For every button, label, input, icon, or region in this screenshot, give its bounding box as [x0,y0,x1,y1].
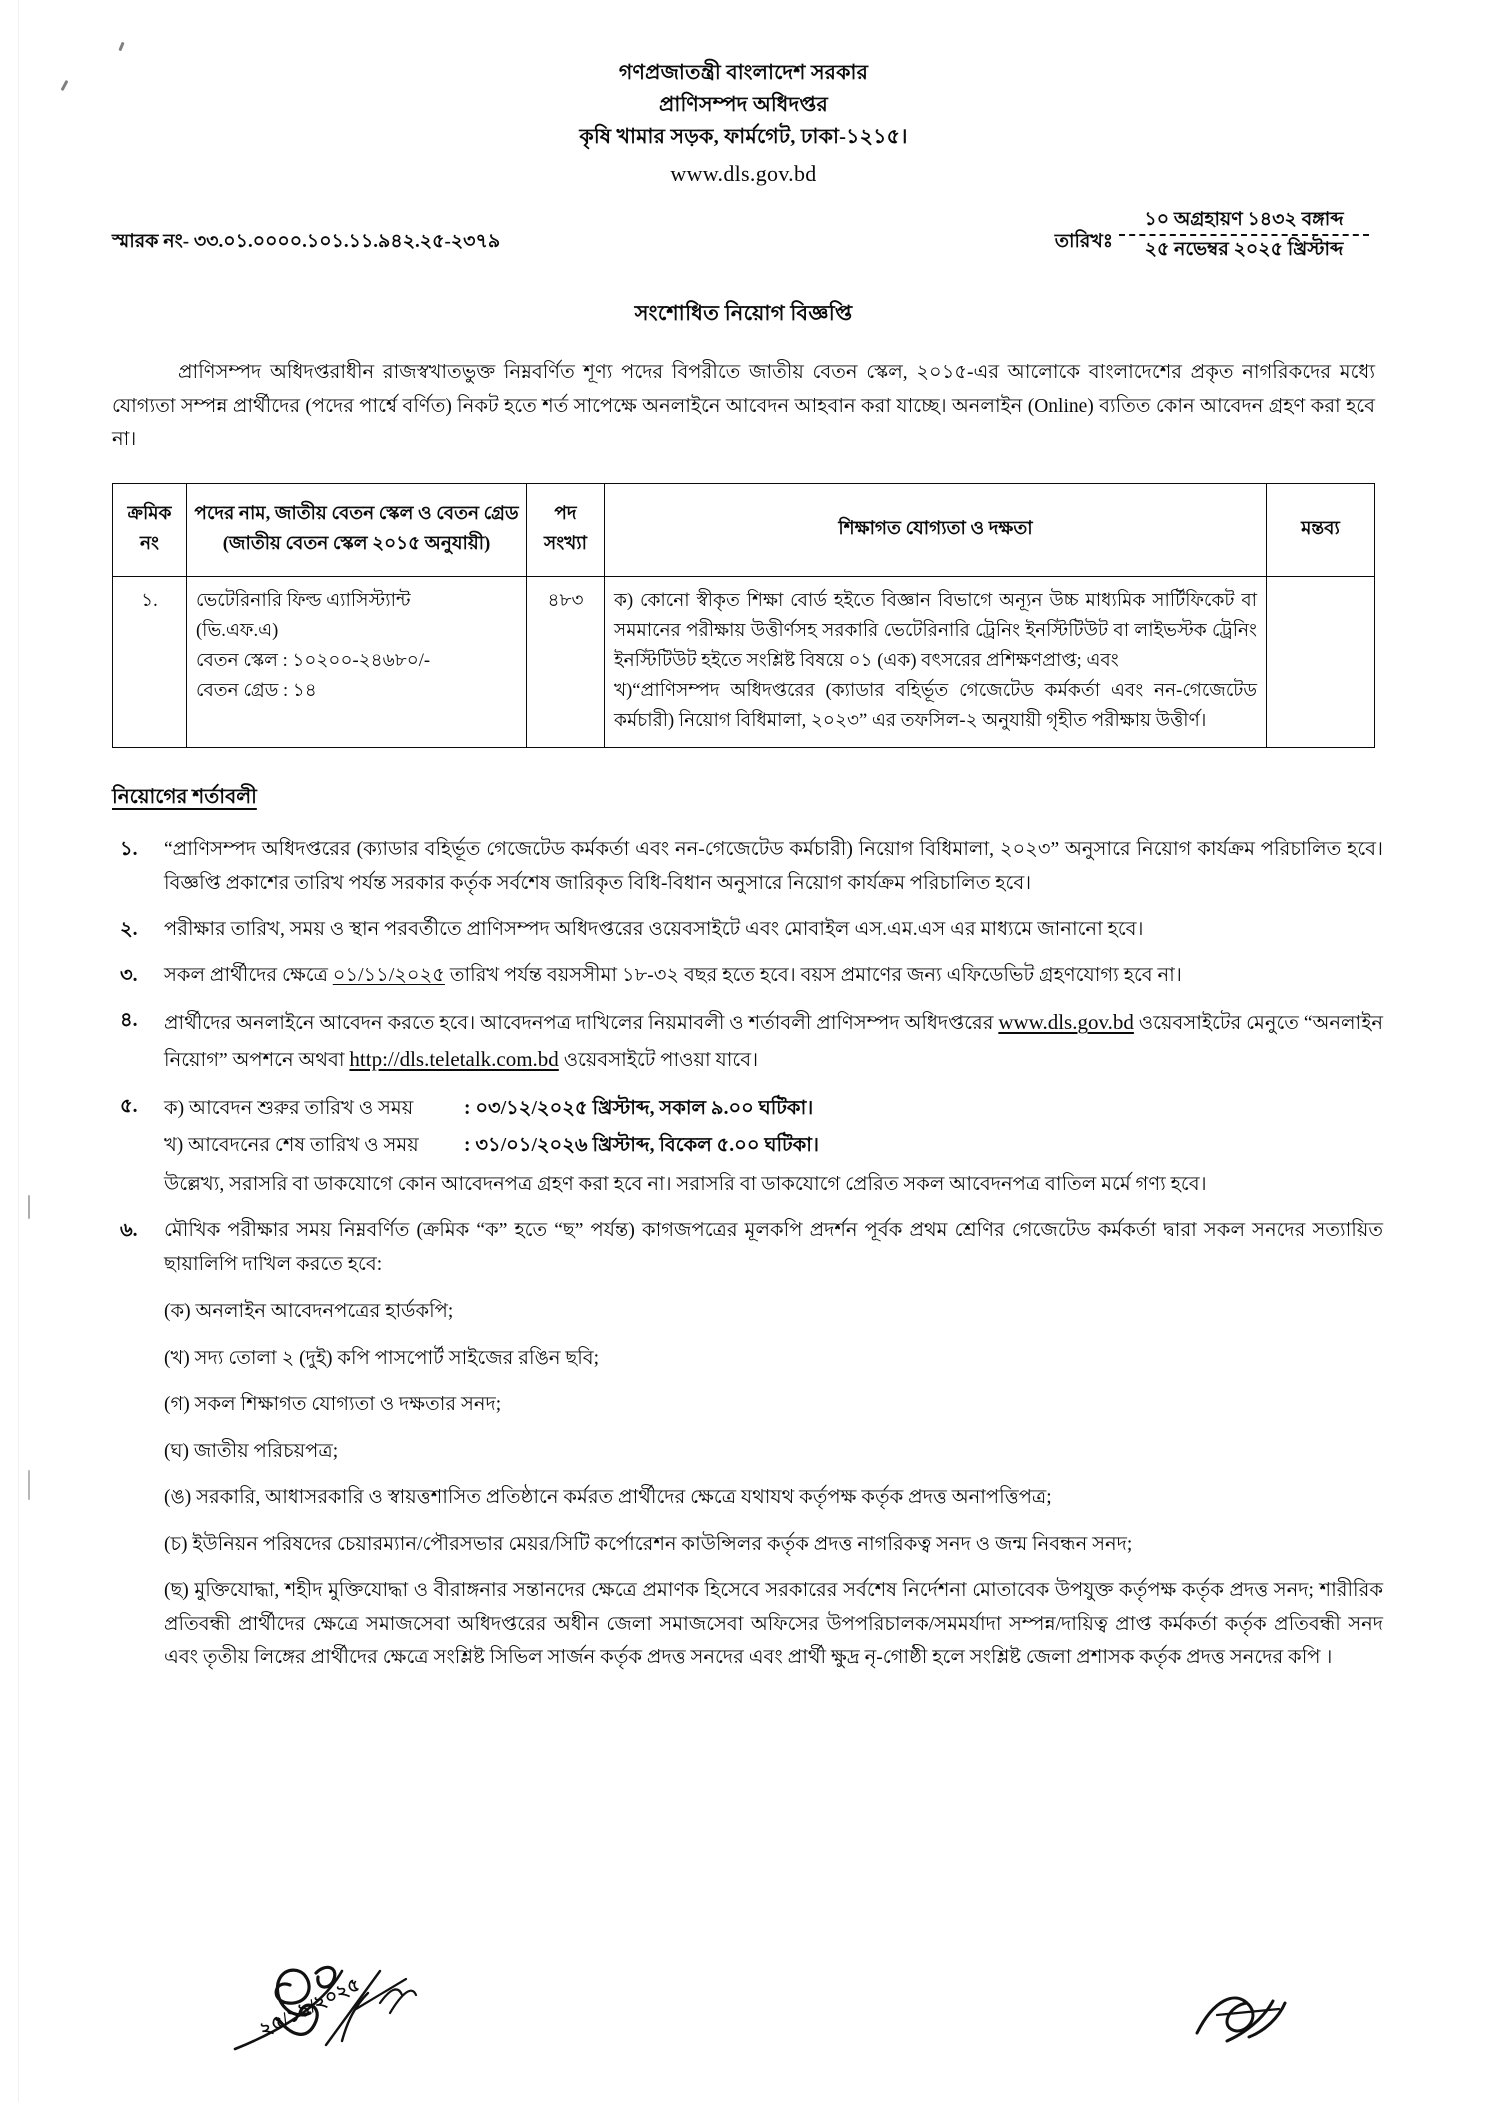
condition-item-5 [112,1090,1383,1202]
condition-number: ৪. [120,1010,138,1032]
condition-text: পরীক্ষার তারিখ, সময় ও স্থান পরবর্তীতে প্রাণিসম্পদ অধিদপ্তরের ওয়েবসাইটে এবং মোবাইল এস.এম.এস এর মাধ্যমে জানানো হবে। [164,918,1144,940]
right-signature [1187,1975,1307,2070]
memo-number: স্মারক নং- ৩৩.০১.০০০০.১০১.১১.৯৪২.২৫-২৩৭৯ [112,231,501,253]
age-cutoff-date: ০১/১১/২০২৫ [332,964,445,986]
memo-and-date-row [0,209,1487,275]
vacancy-table [112,483,1375,748]
post-name: ভেটেরিনারি ফিল্ড এ্যাসিস্ট্যান্ট [196,590,411,611]
condition-text-after: ওয়েবসাইটে পাওয়া যাবে। [558,1050,759,1072]
application-start-row [164,1090,1383,1127]
condition-number: ৫. [120,1096,138,1118]
application-end-value: : ৩১/০১/২০২৬ খ্রিস্টাব্দ, বিকেল ৫.০০ ঘটিকা। [464,1135,819,1157]
scan-speck [28,1195,30,1219]
department-website: www.dls.gov.bd [670,161,817,187]
signature-area [0,1942,1487,2092]
header-post: পদের নাম, জাতীয় বেতন স্কেল ও বেতন গ্রেড (জাতীয় বেতন স্কেল ২০১৫ অনুযায়ী) [187,483,527,576]
post-pay-scale: বেতন স্কেল : ১০২০০-২৪৬৮০/- [196,650,431,671]
application-start-value: : ০৩/১২/২০২৫ খ্রিস্টাব্দ, সকাল ৯.০০ ঘটিকা। [464,1098,814,1120]
cell-remarks [1267,576,1375,747]
header-remarks: মন্তব্য [1267,483,1375,576]
application-end-row [164,1127,1383,1164]
condition-text-middle: ওয়েবসাইটের মেনুতে “অনলাইন নিয়োগ” অপশনে অথবা [164,1013,1383,1072]
scan-speck [28,1470,30,1500]
qualification-clause-a: ক) কোনো স্বীকৃত শিক্ষা বোর্ড হইতে বিজ্ঞান বিভাগে অন্যূন উচ্চ মাধ্যমিক সার্টিফিকেট বা সমমানের পরীক্ষায় উত্তীর্ণসহ সরকারি ভেটেরিনারি ট্রেনিং ইনস্টিটিউট বা লাইভস্টক ট্রেনিং ইনস্টিটিউট হইতে সংশ্লিষ্ট বিষয়ে ০১ (এক) বৎসরের প্রশিক্ষণপ্রাপ্ত; এবং [614,590,1257,671]
page-title: সংশোধিত নিয়োগ বিজ্ঞপ্তি [634,301,853,326]
condition-item-4 [112,1004,1383,1078]
application-start-label: ক) আবেদন শুরুর তারিখ ও সময় [164,1098,414,1120]
table-header-row [113,483,1375,576]
department-address: কৃষি খামার সড়ক, ফার্মগেট, ঢাকা-১২১৫। [579,125,908,148]
condition-text: “প্রাণিসম্পদ অধিদপ্তরের (ক্যাডার বহির্ভূত গেজেটেড কর্মকর্তা এবং নন-গেজেটেড কর্মচারী) নিয়োগ বিধিমালা, ২০২৩” অনুসারে নিয়োগ কার্যক্রম পরিচালিত হবে। বিজ্ঞপ্তি প্রকাশের তারিখ পর্যন্ত সরকার কর্তৃক সর্বশেষ জারিকৃত বিধি-বিধান অনুসারে নিয়োগ কার্যক্রম পরিচালিত হবে। [164,838,1383,894]
condition-text: মৌখিক পরীক্ষার সময় নিম্নবর্ণিত (ক্রমিক “ক” হতে “ছ” পর্যন্ত) কাগজপত্রের মূলকপি প্রদর্শন পূর্বক প্রথম শ্রেণির গেজেটেড কর্মকর্তা দ্বারা সকল সনদের সত্যায়িত ছায়ালিপি দাখিল করতে হবে: [164,1220,1383,1276]
application-end-label: খ) আবেদনের শেষ তারিখ ও সময় [164,1135,419,1157]
condition-item-3 [112,959,1383,993]
left-signature [230,1949,460,2074]
date-label: তারিখঃ [1054,231,1113,253]
cell-serial: ১. [113,576,187,747]
cell-qualification [605,576,1267,747]
conditions-heading: নিয়োগের শর্তাবলী [112,785,257,808]
checklist-item-kha: (খ) সদ্য তোলা ২ (দুই) কপি পাসপোর্ট সাইজের রঙিন ছবি; [164,1347,600,1369]
qualification-clause-b: খ)“প্রাণিসম্পদ অধিদপ্তরের (ক্যাডার বহির্ভূত গেজেটেড কর্মকর্তা এবং নন-গেজেটেড কর্মচারী) নিয়োগ বিধিমালা, ২০২৩” এর তফসিল-২ অনুযায়ী গৃহীত পরীক্ষায় উত্তীর্ণ। [614,680,1257,731]
condition-item-2 [112,913,1383,947]
document-header [0,0,1487,191]
conditions-list [112,833,1383,1675]
date-bangla: ১০ অগ্রহায়ণ ১৪৩২ বঙ্গাব্দ [1144,209,1344,231]
checklist-item-ga: (গ) সকল শিক্ষাগত যোগ্যতা ও দক্ষতার সনদ; [164,1394,502,1416]
document-checklist [164,1295,1383,1675]
application-note: উল্লেখ্য, সরাসরি বা ডাকযোগে কোন আবেদনপত্র গ্রহণ করা হবে না। সরাসরি বা ডাকযোগে প্রেরিত সকল আবেদনপত্র বাতিল মর্মে গণ্য হবে। [164,1174,1207,1196]
condition-item-6 [112,1214,1383,1675]
government-name: গণপ্রজাতন্ত্রী বাংলাদেশ সরকার [618,62,869,84]
condition-number: ৬. [120,1220,138,1242]
post-pay-grade: বেতন গ্রেড : ১৪ [196,680,317,701]
page-edge-line [18,0,19,2102]
checklist-item-chha: (ছ) মুক্তিযোদ্ধা, শহীদ মুক্তিযোদ্ধা ও বীরাঙ্গনার সন্তানদের ক্ষেত্রে প্রমাণক হিসেবে সরকারের সর্বশেষ নির্দেশনা মোতাবেক উপযুক্ত কর্তৃপক্ষ কর্তৃক প্রদত্ত সনদ; শারীরিক প্রতিবন্ধী প্রার্থীদের ক্ষেত্রে সমাজসেবা অধিদপ্তরের অধীন জেলা সমাজসেবা অফিসের উপপরিচালক/সমমর্যাদা সম্পন্ন/দায়িত্ব প্রাপ্ত কর্মকর্তা কর্তৃক প্রতিবন্ধী সনদ এবং তৃতীয় লিঙ্গের প্রার্থীদের ক্ষেত্রে সংশ্লিষ্ট সিভিল সার্জন কর্তৃক প্রদত্ত সনদের এবং প্রার্থী ক্ষুদ্র নৃ-গোষ্ঠী হলে সংশ্লিষ্ট জেলা প্রশাসক কর্তৃক প্রদত্ত সনদের কপি । [164,1580,1383,1669]
checklist-item-gha: (ঘ) জাতীয় পরিচয়পত্র; [164,1440,339,1462]
condition-text-before: সকল প্রার্থীদের ক্ষেত্রে [164,964,333,986]
cell-post [187,576,527,747]
signature-scribble-right [1187,1975,1307,2065]
dls-website-link[interactable]: www.dls.gov.bd [998,1010,1134,1035]
post-abbreviation: (ভি.এফ.এ) [196,620,279,641]
intro-paragraph: প্রাণিসম্পদ অধিদপ্তরাধীন রাজস্বখাতভুক্ত নিম্নবর্ণিত শূণ্য পদের বিপরীতে জাতীয় বেতন স্কেল, ২০১৫-এর আলোকে বাংলাদেশের প্রকৃত নাগরিকদের মধ্যে যোগ্যতা সম্পন্ন প্রার্থীদের (পদের পার্শ্বে বর্ণিত) নিকট হতে শর্ত সাপেক্ষে অনলাইনে আবেদন আহবান করা যাচ্ছে। অনলাইন (Online) ব্যতিত কোন আবেদন গ্রহণ করা হবে না। [112,362,1375,451]
date-block [1055,207,1369,262]
condition-number: ৩. [120,964,138,986]
checklist-item-cha: (চ) ইউনিয়ন পরিষদের চেয়ারম্যান/পৌরসভার মেয়র/সিটি কর্পোরেশন কাউন্সিলর কর্তৃক প্রদত্ত নাগরিকত্ব সনদ ও জন্ম নিবন্ধন সনদ; [164,1533,1133,1555]
condition-text-before: প্রার্থীদের অনলাইনে আবেদন করতে হবে। আবেদনপত্র দাখিলের নিয়মাবলী ও শর্তাবলী প্রাণিসম্পদ অধিদপ্তরের [164,1013,999,1035]
header-qualification: শিক্ষাগত যোগ্যতা ও দক্ষতা [605,483,1267,576]
condition-text-after: তারিখ পর্যন্ত বয়সসীমা ১৮-৩২ বছর হতে হবে। বয়স প্রমাণের জন্য এফিডেভিট গ্রহণযোগ্য হবে না। [444,964,1182,986]
date-divider [1119,234,1369,236]
cell-vacancies: ৪৮৩ [527,576,605,747]
checklist-item-uo: (ঙ) সরকারি, আধাসরকারি ও স্বায়ত্তশাসিত প্রতিষ্ঠানে কর্মরত প্রার্থীদের ক্ষেত্রে যথাযথ কর্তৃপক্ষ কর্তৃক প্রদত্ত অনাপত্তিপত্র; [164,1487,1052,1509]
checklist-item-ka: (ক) অনলাইন আবেদনপত্রের হার্ডকপি; [164,1301,454,1323]
condition-number: ২. [120,918,138,940]
condition-number: ১. [120,838,138,860]
header-serial: ক্রমিক নং [113,483,187,576]
department-name: প্রাণিসম্পদ অধিদপ্তর [659,93,828,116]
header-vacancies: পদ সংখ্যা [527,483,605,576]
date-gregorian: ২৫ নভেম্বর ২০২৫ খ্রিস্টাব্দ [1144,239,1344,261]
signature-date: ২৫/১১/২০২৫ [256,1974,364,2042]
table-row [113,576,1375,747]
teletalk-website-link[interactable]: http://dls.teletalk.com.bd [349,1047,559,1072]
condition-item-1 [112,833,1383,901]
